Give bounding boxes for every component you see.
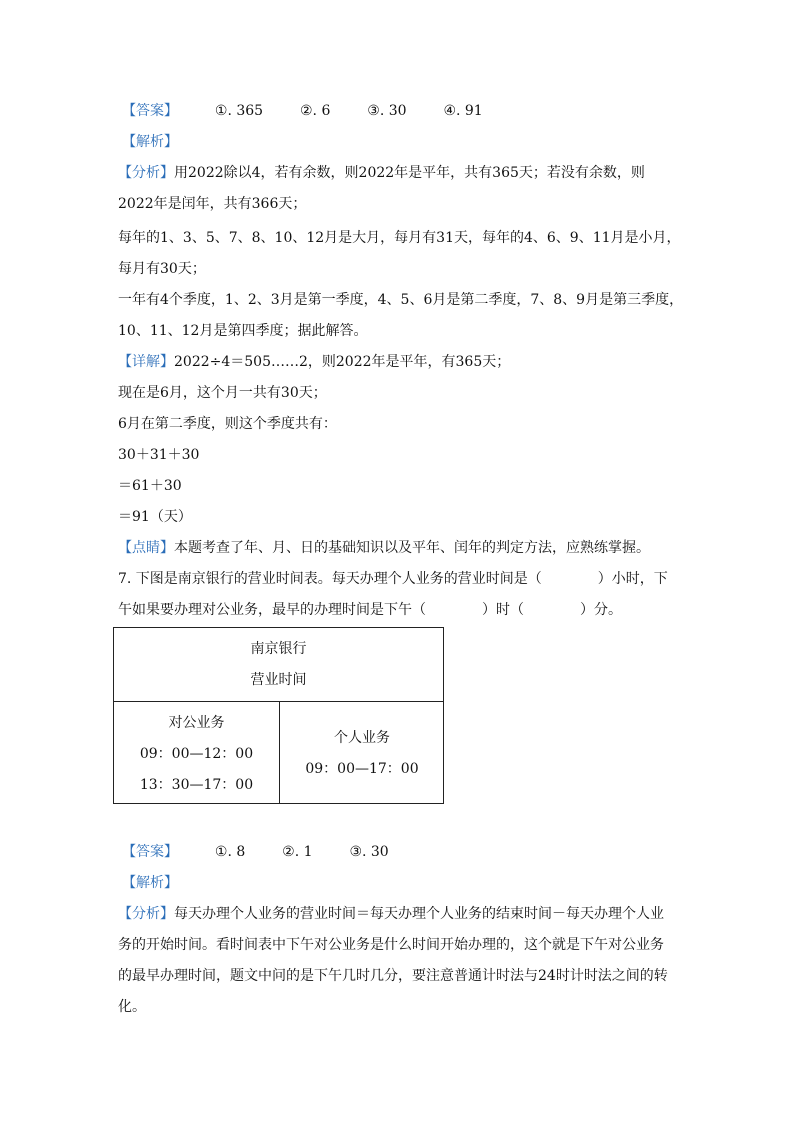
table-header (114, 628, 443, 702)
xiangjie-line (118, 352, 510, 372)
personal-title: 个人业务 (334, 730, 390, 746)
fenxi-line: 一年有4个季度，1、2、3月是第一季度，4、5、6月是第二季度，7、8、9月是第三季度， (118, 292, 684, 308)
xiangjie-line: ＝61＋30 (118, 478, 182, 494)
question-7-line: 7. 下图是南京银行的营业时间表。每天办理个人业务的营业时间是（ ）小时，下 (118, 571, 668, 587)
fenxi-line: 2022年是闰年，共有366天； (118, 196, 307, 212)
question-7-line: 午如果要办理对公业务，最早的办理时间是下午（ ）时（ ）分。 (118, 602, 622, 618)
answer-3: ③. 30 (349, 844, 389, 860)
dianjing-text: 本题考查了年、月、日的基础知识以及平年、闰年的判定方法，应熟练掌握。 (174, 540, 650, 556)
answer-tag: 【答案】 (122, 103, 178, 119)
personal-time: 09：00—17：00 (305, 761, 419, 777)
table-title-hours: 营业时间 (250, 672, 307, 688)
answer-1: ①. 365 (214, 103, 264, 119)
jiexi-heading: 【解析】 (122, 875, 178, 891)
jiexi-heading: 【解析】 (122, 134, 178, 150)
fenxi-tag: 【分析】 (118, 165, 174, 181)
xiangjie-line: 现在是6月，这个月一共有30天； (118, 385, 327, 401)
xiangjie-line: 6月在第二季度，则这个季度共有： (118, 416, 337, 432)
bank-hours-table (113, 627, 444, 804)
dianjing-tag: 【点睛】 (118, 540, 174, 556)
answer-row-q6 (122, 101, 483, 121)
table-divider (279, 702, 280, 804)
fenxi-line: 每月有30天； (118, 261, 206, 277)
answer-1: ①. 8 (214, 844, 246, 860)
answer-2: ②. 1 (282, 844, 313, 860)
corporate-time-afternoon: 13：30—17：00 (139, 777, 254, 793)
fenxi-line: 每年的1、3、5、7、8、10、12月是大月，每月有31天，每年的4、6、9、11月是小月， (118, 230, 681, 246)
dianjing-line (118, 538, 650, 558)
answer-3: ③. 30 (367, 103, 407, 119)
corporate-title: 对公业务 (168, 715, 225, 731)
fenxi-text: 每天办理个人业务的营业时间＝每天办理个人业务的结束时间－每天办理个人业 (174, 906, 664, 922)
answer-2: ②. 6 (300, 103, 331, 119)
xiangjie-line: ＝91（天） (118, 509, 192, 525)
xiangjie-text: 2022÷4＝505……2，则2022年是平年，有365天； (174, 354, 511, 370)
xiangjie-line: 30＋31＋30 (118, 447, 200, 463)
fenxi-line (118, 163, 645, 183)
answer-tag: 【答案】 (122, 844, 178, 860)
xiangjie-tag: 【详解】 (118, 354, 174, 370)
fenxi-line: 的最早办理时间，题文中问的是下午几时几分，要注意普通计时法与24时计时法之间的转 (118, 968, 668, 984)
fenxi-line: 化。 (118, 999, 146, 1015)
answer-4: ④. 91 (443, 103, 483, 119)
table-title-bank: 南京银行 (250, 641, 307, 657)
answer-row-q7 (122, 842, 389, 862)
fenxi-line: 10、11、12月是第四季度；据此解答。 (118, 323, 368, 339)
fenxi-line (118, 904, 664, 924)
corporate-time-morning: 09：00—12：00 (139, 746, 254, 762)
fenxi-line: 务的开始时间。看时间表中下午对公业务是什么时间开始办理的，这个就是下午对公业务 (118, 937, 664, 953)
fenxi-tag: 【分析】 (118, 906, 174, 922)
fenxi-text: 用2022除以4，若有余数，则2022年是平年，共有365天；若没有余数，则 (174, 165, 645, 181)
